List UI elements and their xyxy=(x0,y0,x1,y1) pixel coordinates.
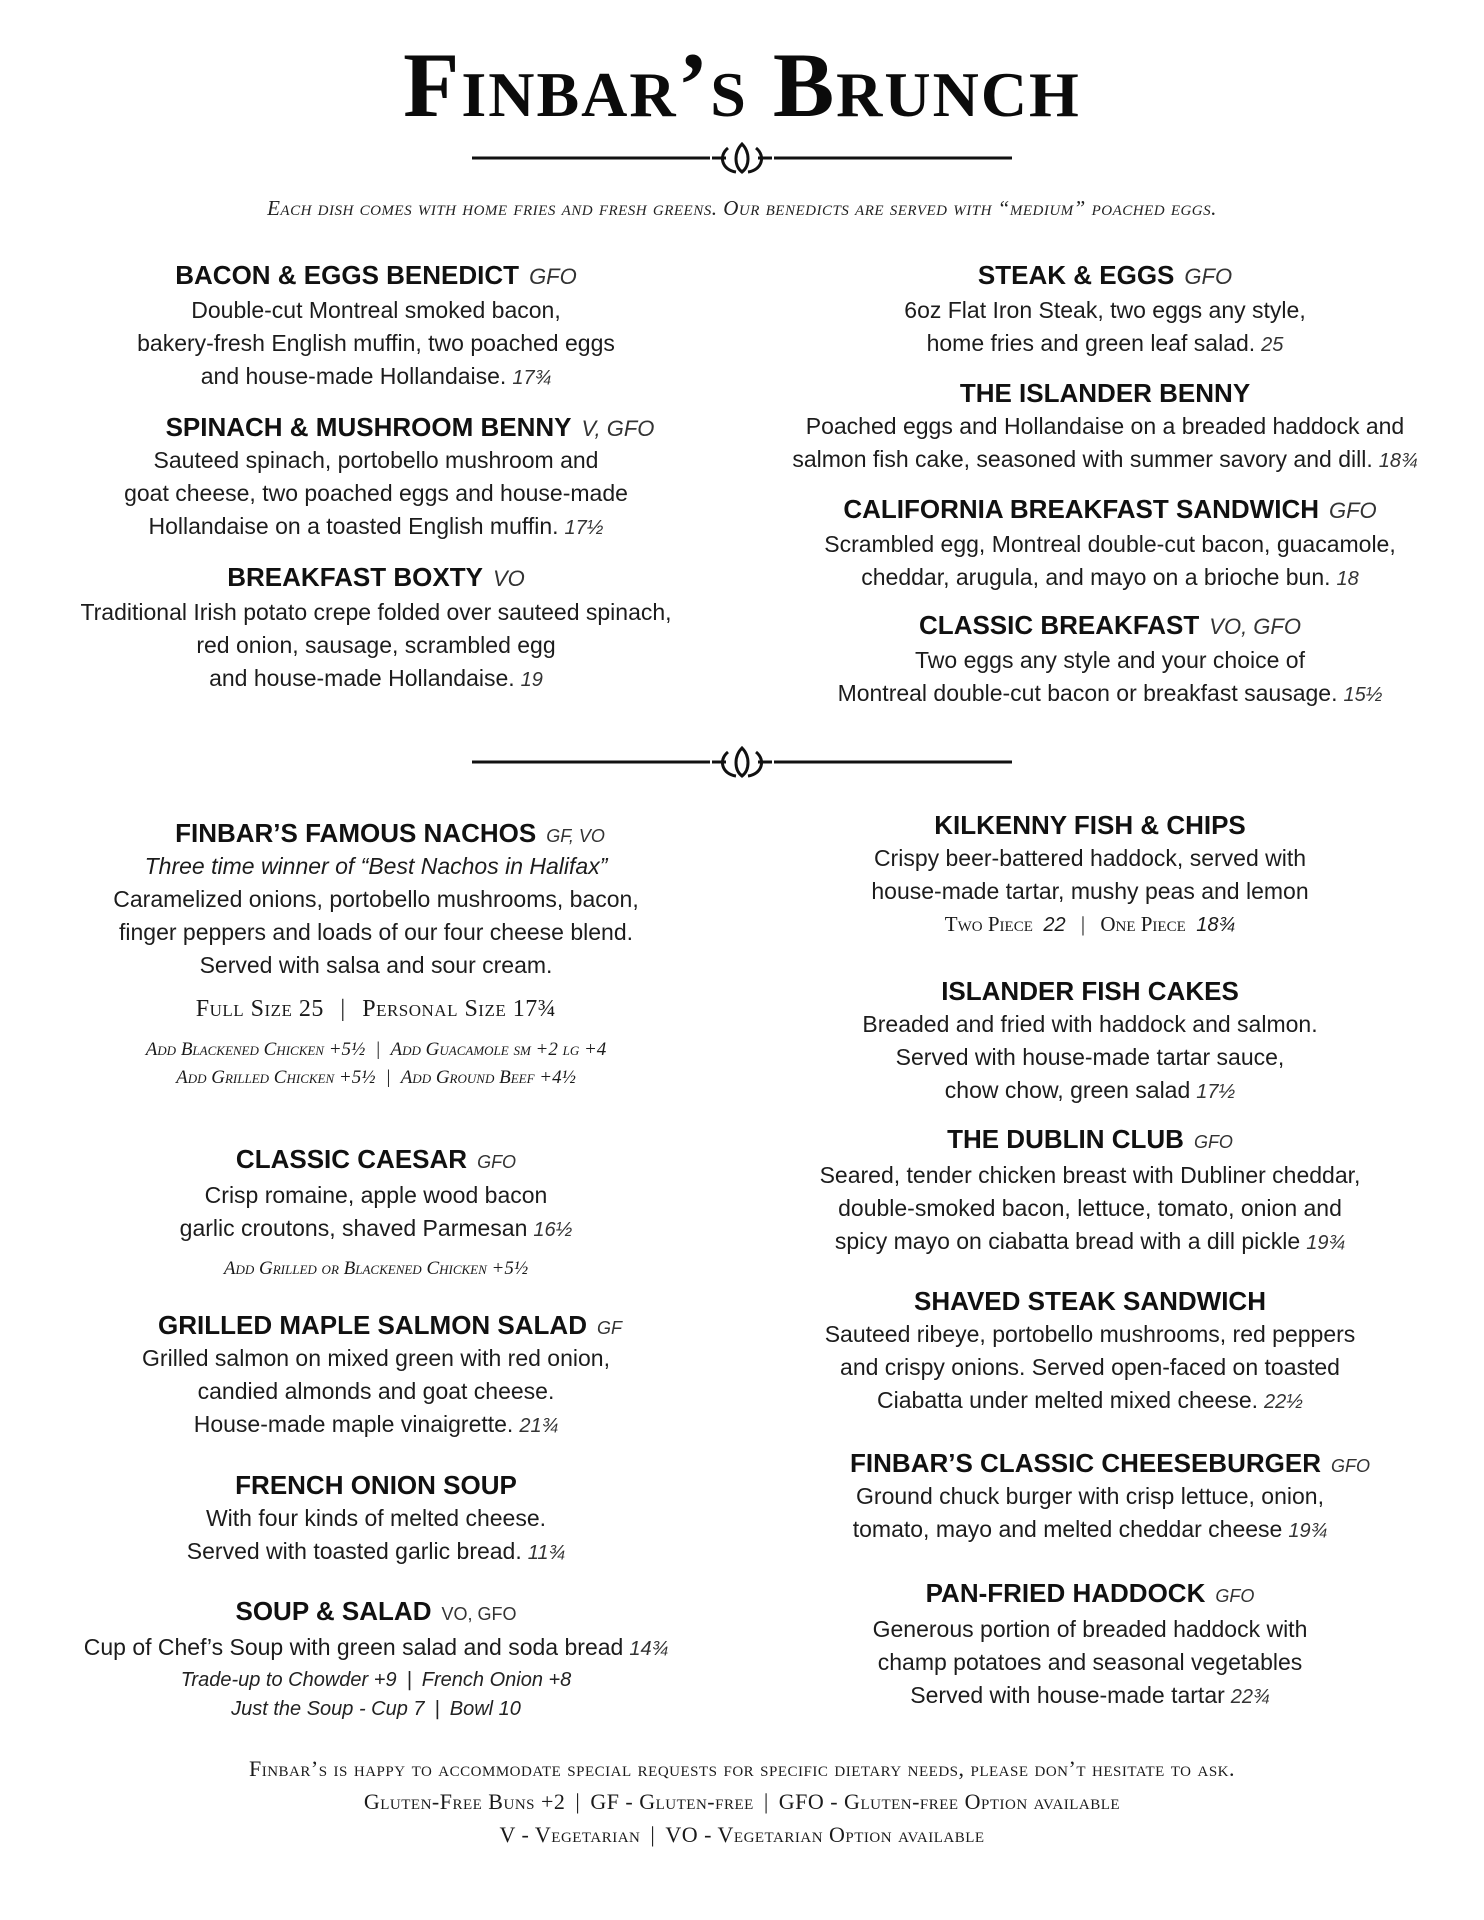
item-price: 19¾ xyxy=(1288,1520,1328,1542)
item-desc: Grilled salmon on mixed green with red onion, xyxy=(142,1345,610,1371)
item-price: 17½ xyxy=(1196,1081,1236,1103)
legend-buns: Gluten-Free Buns +2 xyxy=(363,1789,566,1814)
item-name: CLASSIC BREAKFAST xyxy=(919,610,1200,640)
item-classic-cheeseburger-desc xyxy=(750,1480,1430,1548)
item-price: 18¾ xyxy=(1378,450,1418,472)
item-price: 14¾ xyxy=(629,1638,669,1660)
item-islander-fish-cakes xyxy=(750,974,1430,1109)
nachos-addons-row: Add Blackened Chicken +5½ | Add Guacamole sm +2 lg +4 xyxy=(145,1039,607,1060)
item-desc: Caramelized onions, portobello mushrooms, bacon, xyxy=(113,886,639,912)
item-price: 25 xyxy=(1261,334,1284,356)
item-desc: Crispy beer-battered haddock, served with xyxy=(873,845,1307,871)
item-grilled-maple-salmon-salad-desc xyxy=(40,1342,712,1443)
size-label: Two Piece xyxy=(944,912,1033,936)
page-title: Finbar’s Brunch xyxy=(403,34,1081,136)
dietary-tag: GFO xyxy=(477,1152,517,1172)
item-desc: home fries and green leaf salad. xyxy=(926,330,1256,356)
item-desc: With four kinds of melted cheese. xyxy=(205,1505,547,1531)
item-bacon-eggs-benedict xyxy=(40,258,712,395)
item-price: 11¾ xyxy=(527,1542,566,1564)
item-french-onion-soup xyxy=(40,1468,712,1570)
size-price: 18¾ xyxy=(1196,914,1236,936)
dietary-legend-row: Gluten-Free Buns +2 | GF - Gluten-free | GFO - Gluten-free Option available xyxy=(363,1789,1121,1814)
addon: Add Grilled Chicken +5½ xyxy=(176,1067,376,1088)
item-desc: red onion, sausage, scrambled egg xyxy=(196,632,556,658)
dietary-tag: GFO xyxy=(1193,1132,1233,1152)
item-price: 19 xyxy=(520,669,543,691)
item-price: 22½ xyxy=(1264,1391,1303,1413)
item-islander-benny xyxy=(760,376,1450,478)
size-label: One Piece xyxy=(1100,912,1186,936)
item-soup-salad xyxy=(40,1594,712,1724)
item-desc: Two eggs any style and your choice of xyxy=(915,647,1305,673)
item-price: 19¾ xyxy=(1306,1232,1346,1254)
item-classic-breakfast xyxy=(760,608,1460,712)
dietary-tag: VO xyxy=(492,566,525,591)
item-desc: and house-made Hollandaise. xyxy=(209,665,515,691)
item-desc: Poached eggs and Hollandaise on a breaded haddock and xyxy=(805,413,1405,439)
item-desc: Double-cut Montreal smoked bacon, xyxy=(191,297,561,323)
dietary-tag: GFO xyxy=(1329,498,1377,523)
item-famous-nachos-desc xyxy=(40,850,712,1092)
item-desc: Cup of Chef’s Soup with green salad and soda bread xyxy=(83,1634,624,1660)
ornament-divider-middle xyxy=(472,742,1012,782)
dietary-tag: GFO xyxy=(1215,1586,1255,1606)
item-name: KILKENNY FISH & CHIPS xyxy=(934,810,1246,840)
item-desc: Ground chuck burger with crisp lettuce, onion, xyxy=(856,1483,1324,1509)
dietary-tag: GF, VO xyxy=(546,826,605,846)
item-desc: Served with toasted garlic bread. xyxy=(186,1538,522,1564)
item-shaved-steak-sandwich xyxy=(750,1284,1430,1419)
dietary-tag: V, GFO xyxy=(581,416,655,441)
item-desc: Hollandaise on a toasted English muffin. xyxy=(148,513,559,539)
item-desc: Crisp romaine, apple wood bacon xyxy=(204,1182,548,1208)
size-label: Personal Size xyxy=(362,996,507,1022)
item-tagline: Three time winner of “Best Nachos in Halifax” xyxy=(144,853,608,879)
item-price: 22¾ xyxy=(1230,1686,1270,1708)
tradeup-options: Trade-up to Chowder +9 | French Onion +8 xyxy=(180,1669,572,1691)
item-desc: Scrambled egg, Montreal double-cut bacon, guacamole, xyxy=(824,531,1396,557)
item-name: SPINACH & MUSHROOM BENNY xyxy=(165,412,572,442)
item-price: 16½ xyxy=(533,1219,573,1241)
caesar-addon: Add Grilled or Blackened Chicken +5½ xyxy=(223,1258,529,1279)
item-desc: double-smoked bacon, lettuce, tomato, onion and xyxy=(838,1195,1342,1221)
item-name: THE ISLANDER BENNY xyxy=(959,378,1251,408)
item-desc: garlic croutons, shaved Parmesan xyxy=(179,1215,528,1241)
item-desc: Served with salsa and sour cream. xyxy=(199,952,553,978)
item-desc: Seared, tender chicken breast with Dubliner cheddar, xyxy=(819,1162,1361,1188)
item-name: CALIFORNIA BREAKFAST SANDWICH xyxy=(843,494,1319,524)
item-name: PAN-FRIED HADDOCK xyxy=(925,1578,1206,1608)
item-desc: Breaded and fried with haddock and salmon. xyxy=(862,1011,1318,1037)
item-name: THE DUBLIN CLUB xyxy=(947,1124,1184,1154)
item-name: SHAVED STEAK SANDWICH xyxy=(914,1286,1266,1316)
item-desc: and crispy onions. Served open-faced on toasted xyxy=(840,1354,1340,1380)
item-breakfast-boxty xyxy=(40,560,712,697)
item-name: FINBAR’S CLASSIC CHEESEBURGER xyxy=(850,1448,1321,1478)
item-desc: Served with house-made tartar xyxy=(910,1682,1225,1708)
item-pan-fried-haddock xyxy=(750,1576,1430,1714)
legend-gfo: GFO - Gluten-free Option available xyxy=(778,1789,1121,1814)
item-desc: cheddar, arugula, and mayo on a brioche bun. xyxy=(861,564,1331,590)
item-desc: 6oz Flat Iron Steak, two eggs any style, xyxy=(904,297,1306,323)
size-price: 22 xyxy=(1043,914,1066,936)
item-steak-eggs xyxy=(760,258,1450,362)
item-desc: house-made tartar, mushy peas and lemon xyxy=(871,878,1309,904)
legend-gf: GF - Gluten-free xyxy=(590,1789,754,1814)
dietary-tag: VO, GFO xyxy=(441,1604,517,1624)
item-desc: candied almonds and goat cheese. xyxy=(197,1378,555,1404)
item-desc: bakery-fresh English muffin, two poached eggs xyxy=(137,330,615,356)
item-price: 17½ xyxy=(564,517,604,539)
dietary-tag: VO, GFO xyxy=(1209,614,1301,639)
intro-note: Each dish comes with home fries and fresh greens. Our benedicts are served with “medium” poached eggs. xyxy=(267,196,1217,220)
item-price: 21¾ xyxy=(519,1415,559,1437)
item-kilkenny-fish-chips xyxy=(750,808,1430,941)
item-classic-caesar xyxy=(40,1142,712,1283)
item-desc: chow chow, green salad xyxy=(944,1077,1191,1103)
item-desc: Sauteed ribeye, portobello mushrooms, red peppers xyxy=(824,1321,1356,1347)
item-name: BREAKFAST BOXTY xyxy=(227,562,483,592)
item-desc: tomato, mayo and melted cheddar cheese xyxy=(852,1516,1283,1542)
item-classic-cheeseburger xyxy=(760,1446,1460,1483)
item-desc: Montreal double-cut bacon or breakfast sausage. xyxy=(837,680,1338,706)
item-name: BACON & EGGS BENEDICT xyxy=(175,260,520,290)
item-desc: goat cheese, two poached eggs and house-made xyxy=(124,480,628,506)
addon: Add Blackened Chicken +5½ xyxy=(145,1039,366,1060)
nachos-addons-row: Add Grilled Chicken +5½ | Add Ground Beef +4½ xyxy=(176,1067,576,1088)
item-california-breakfast-sandwich xyxy=(760,492,1460,596)
item-name: STEAK & EGGS xyxy=(977,260,1175,290)
size-price: 25 xyxy=(298,996,324,1022)
item-name: FINBAR’S FAMOUS NACHOS xyxy=(175,818,537,848)
item-spinach-mushroom-benny xyxy=(40,410,780,446)
item-desc: salmon fish cake, seasoned with summer savory and dill. xyxy=(792,446,1373,472)
item-name: SOUP & SALAD xyxy=(235,1596,432,1626)
item-grilled-maple-salmon-salad xyxy=(40,1308,740,1345)
item-desc: Served with house-made tartar sauce, xyxy=(895,1044,1285,1070)
item-desc: champ potatoes and seasonal vegetables xyxy=(877,1649,1303,1675)
item-desc: spicy mayo on ciabatta bread with a dill pickle xyxy=(834,1228,1301,1254)
item-name: FRENCH ONION SOUP xyxy=(235,1470,517,1500)
item-desc: House-made maple vinaigrette. xyxy=(193,1411,514,1437)
fish-chips-sizes: Two Piece 22 | One Piece 18¾ xyxy=(944,912,1236,936)
item-name: CLASSIC CAESAR xyxy=(235,1144,468,1174)
item-price: 18 xyxy=(1336,568,1359,590)
item-spinach-mushroom-benny-desc xyxy=(40,444,712,545)
ornament-divider-top xyxy=(472,138,1012,178)
item-desc: Sauteed spinach, portobello mushroom and xyxy=(153,447,599,473)
dietary-tag: GFO xyxy=(1184,264,1233,289)
dietary-tag: GF xyxy=(597,1318,622,1338)
dietary-note: Finbar’s is happy to accommodate special requests for specific dietary needs, please don’t hesitate to ask. xyxy=(248,1756,1236,1781)
item-desc: Generous portion of breaded haddock with xyxy=(872,1616,1308,1642)
legend-vo: VO - Vegetarian Option available xyxy=(665,1822,985,1847)
item-desc: finger peppers and loads of our four cheese blend. xyxy=(118,919,634,945)
addon: Add Ground Beef +4½ xyxy=(400,1067,576,1088)
item-desc: Ciabatta under melted mixed cheese. xyxy=(877,1387,1259,1413)
soup-only-options: Just the Soup - Cup 7 | Bowl 10 xyxy=(231,1698,521,1720)
dietary-tag: GFO xyxy=(529,264,577,289)
item-famous-nachos xyxy=(40,816,740,853)
legend-v: V - Vegetarian xyxy=(499,1822,641,1847)
addon: Add Guacamole sm +2 lg +4 xyxy=(390,1039,607,1060)
item-desc: Traditional Irish potato crepe folded over sauteed spinach, xyxy=(80,599,672,625)
nachos-sizes: Full Size 25 | Personal Size 17¾ xyxy=(195,996,557,1022)
item-price: 17¾ xyxy=(512,367,552,389)
size-label: Full Size xyxy=(195,996,293,1022)
item-dublin-club xyxy=(750,1122,1430,1260)
dietary-tag: GFO xyxy=(1330,1456,1370,1476)
item-desc: and house-made Hollandaise. xyxy=(200,363,507,389)
item-name: ISLANDER FISH CAKES xyxy=(941,976,1239,1006)
size-price: 17¾ xyxy=(512,996,557,1022)
dietary-legend-row: V - Vegetarian | VO - Vegetarian Option available xyxy=(499,1822,985,1847)
dietary-footer xyxy=(0,1752,1484,1851)
item-name: GRILLED MAPLE SALMON SALAD xyxy=(158,1310,587,1340)
item-price: 15½ xyxy=(1343,684,1383,706)
